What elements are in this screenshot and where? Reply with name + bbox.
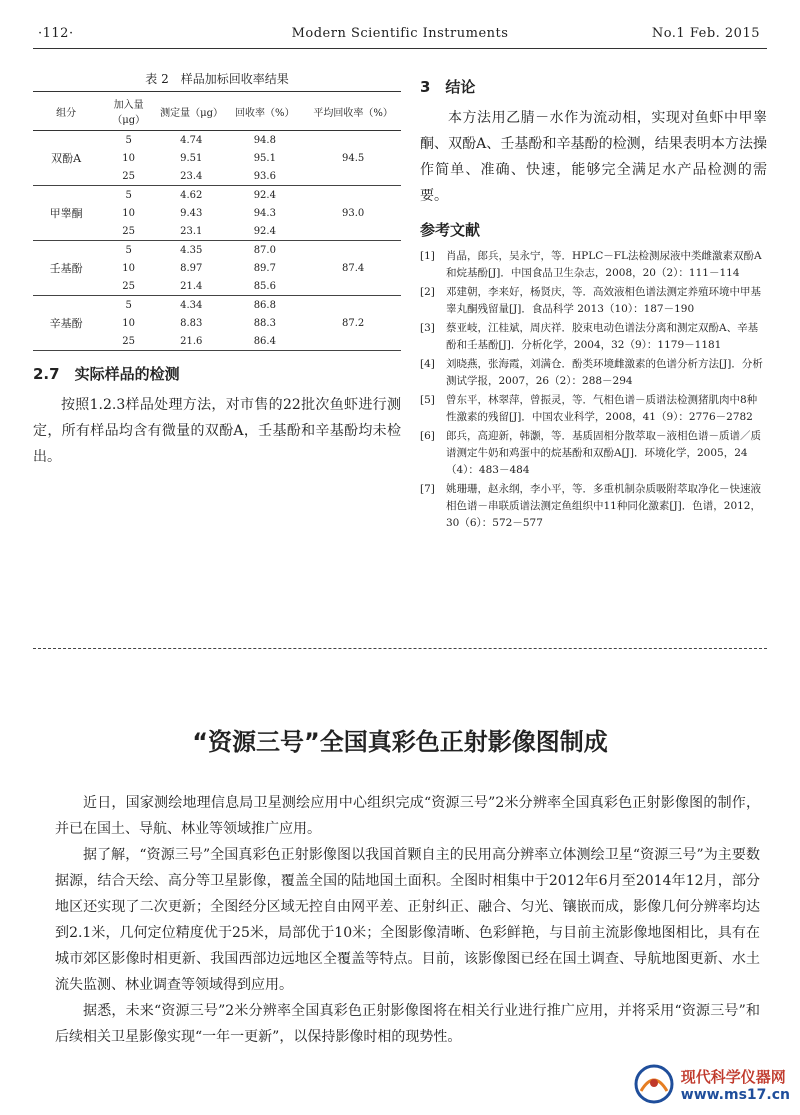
avg-recovery-cell [305,131,401,150]
conclusion-text: 本方法用乙腈－水作为流动相，实现对鱼虾中甲睾酮、双酚A、壬基酚和辛基酚的检测，结果表明本方法操作简单、准确、快速，能够完全满足水产品检测的需要。 [420,110,767,204]
reference-number: [7] [420,483,435,495]
site-watermark [631,1061,790,1107]
issue-info: No.1 Feb. 2015 [651,26,760,41]
recovery-table [33,91,401,351]
avg-recovery-cell [305,277,401,296]
col-header: 回收率（%） [224,92,305,131]
journal-name: Modern Scientific Instruments [291,26,509,41]
table-title: 表 2 样品加标回收率结果 [145,72,289,86]
added-cell: 25 [99,277,158,296]
added-cell: 5 [125,299,132,311]
recovery-cell: 86.4 [224,332,305,351]
reference-text: 刘晓燕，张海霞，刘满仓．酚类环境雌激素的色谱分析方法[J]．分析测试学报，2007，26（2）：288－294 [446,358,763,387]
added-cell: 10 [122,317,136,329]
avg-recovery-cell [305,167,401,186]
reference-item [420,481,767,532]
table-row [33,167,401,186]
left-column [33,70,401,470]
section-divider [33,648,767,649]
table-header-row [33,92,401,131]
component-cell: 甲睾酮 [49,207,83,220]
measured-cell: 4.34 [180,299,203,311]
table-body [33,131,401,351]
avg-recovery-cell: 94.5 [342,152,365,164]
table-row [33,222,401,241]
recovery-cell: 93.6 [224,167,305,186]
table-row [33,296,401,315]
added-cell: 10 [122,152,136,164]
added-cell: 5 [125,244,132,256]
component-cell [33,131,99,150]
reference-text: 邓建朝，李来好，杨贤庆，等．高效液相色谱法测定养殖环境中甲基睾丸酮残留量[J]．食品科学 2013（10）：187－190 [446,286,761,315]
component-cell: 辛基酚 [49,317,83,330]
table-row [33,277,401,296]
avg-recovery-cell [305,241,401,260]
reference-item [420,320,767,354]
reference-number: [4] [420,358,435,370]
avg-recovery-cell [305,332,401,351]
reference-item [420,428,767,479]
avg-recovery-cell [305,186,401,205]
added-cell: 10 [122,262,136,274]
component-cell [33,277,99,296]
col-header: 平均回收率（%） [305,92,401,131]
reference-text: 郎兵，高迎新，韩灏，等．基质固相分散萃取－液相色谱－质谱／质谱测定牛奶和鸡蛋中的烷基酚和双酚A[J]．环境化学，2005，24（4）：483－484 [446,430,761,476]
measured-cell: 21.4 [158,277,224,296]
reference-number: [1] [420,250,435,262]
reference-item [420,248,767,282]
component-cell: 双酚A [51,152,82,165]
measured-cell: 8.83 [180,317,203,329]
measured-cell: 4.74 [180,134,203,146]
recovery-cell: 92.4 [224,222,305,241]
measured-cell: 9.51 [180,152,203,164]
table-row [33,241,401,260]
recovery-cell: 87.0 [253,244,276,256]
measured-cell: 23.4 [158,167,224,186]
news-paragraph: 据了解，“资源三号”全国真彩色正射影像图以我国首颗自主的民用高分辨率立体测绘卫星“资源三号”为主要数据源，结合天绘、高分等卫星影像，覆盖全国的陆地国土面积。全图时相集中于2012年6月至2014年12月，部分地区还实现了二次更新；全图经分区域无控自由网平差、正射纠正、融合、匀光、镶嵌而成，影像几何分辨率均达到2.1米，几何定位精度优于25米，局部优于10米；全图影像清晰、色彩鲜艳，与目前主流影像地图相比，具有在城市郊区影像时相更新、我国西部边远地区全覆盖等特点。目前，该影像图已经在国土调查、导航地图更新、水土流失监测、林业调查等领域得到应用。 [55,847,760,993]
site-logo-icon [631,1061,677,1107]
header-rule [33,48,767,49]
reference-text: 曾东平，林翠萍，曾振灵，等．气相色谱－质谱法检测猪肌肉中8种性激素的残留[J]．中国农业科学，2008，41（9）：2776－2782 [446,394,758,423]
table-row [33,314,401,332]
recovery-cell: 85.6 [224,277,305,296]
reference-number: [6] [420,430,435,442]
component-cell [33,167,99,186]
recovery-cell: 86.8 [253,299,276,311]
added-cell: 25 [99,167,158,186]
section-2-7-text: 按照1.2.3样品处理方法，对市售的22批次鱼虾进行测定，所有样品均含有微量的双酚A，壬基酚和辛基酚均未检出。 [33,397,401,465]
component-cell [33,296,99,315]
avg-recovery-cell: 93.0 [342,207,365,219]
measured-cell: 21.6 [158,332,224,351]
reference-item [420,356,767,390]
recovery-cell: 89.7 [253,262,276,274]
news-title: “资源三号”全国真彩色正射影像图制成 [192,728,608,756]
table-row [33,131,401,150]
avg-recovery-cell: 87.4 [342,262,365,274]
table-row [33,259,401,277]
component-cell: 壬基酚 [49,262,83,275]
right-column [420,70,767,534]
section-3-heading: 3 结论 [420,78,476,96]
reference-text: 蔡亚岐，江桂斌，周庆祥．胶束电动色谱法分离和测定双酚A、辛基酚和壬基酚[J]．分析化学，2004，32（9）：1179－1181 [446,322,759,351]
col-header: 测定量（μg） [158,92,224,131]
measured-cell: 4.35 [180,244,203,256]
component-cell [33,186,99,205]
avg-recovery-cell [305,296,401,315]
table-row [33,149,401,167]
added-cell: 5 [125,189,132,201]
component-cell [33,332,99,351]
reference-number: [2] [420,286,435,298]
references-list [420,248,767,532]
added-cell: 25 [99,332,158,351]
recovery-cell: 95.1 [253,152,276,164]
recovery-cell: 88.3 [253,317,276,329]
recovery-cell: 94.3 [253,207,276,219]
measured-cell: 9.43 [180,207,203,219]
table-row [33,186,401,205]
reference-number: [5] [420,394,435,406]
recovery-cell: 92.4 [253,189,276,201]
table-row [33,204,401,222]
references-heading: 参考文献 [420,221,481,239]
col-header: 组分 [33,92,99,131]
component-cell [33,222,99,241]
measured-cell: 4.62 [180,189,203,201]
measured-cell: 23.1 [158,222,224,241]
measured-cell: 8.97 [180,262,203,274]
added-cell: 25 [99,222,158,241]
table-row [33,332,401,351]
watermark-url: www.ms17.cn [680,1086,790,1103]
reference-item [420,392,767,426]
added-cell: 5 [125,134,132,146]
news-paragraph: 近日，国家测绘地理信息局卫星测绘应用中心组织完成“资源三号”2米分辨率全国真彩色正射影像图的制作，并已在国土、导航、林业等领域推广应用。 [55,795,760,837]
news-body [55,790,760,1050]
reference-number: [3] [420,322,435,334]
news-paragraph: 据悉，未来“资源三号”2米分辨率全国真彩色正射影像图将在相关行业进行推广应用，并将采用“资源三号”和后续相关卫星影像实现“一年一更新”，以保持影像时相的现势性。 [55,1003,760,1045]
recovery-cell: 94.8 [253,134,276,146]
reference-text: 肖晶，郎兵，吴永宁，等．HPLC－FL法检测尿液中类雌激素双酚A和烷基酚[J]．中国食品卫生杂志，2008，20（2）：111－114 [446,250,762,279]
avg-recovery-cell: 87.2 [342,317,365,329]
component-cell [33,241,99,260]
col-header: 加入量（μg） [99,92,158,131]
reference-item [420,284,767,318]
reference-text: 姚珊珊，赵永纲，李小平，等．多重机制杂质吸附萃取净化－快速液相色谱－串联质谱法测定鱼组织中11种同化激素[J]．色谱，2012，30（6）：572－577 [446,483,761,529]
added-cell: 10 [122,207,136,219]
watermark-name: 现代科学仪器网 [680,1067,786,1086]
avg-recovery-cell [305,222,401,241]
page-number: ·112· [38,26,74,41]
section-2-7-heading: 2.7 实际样品的检测 [33,365,180,383]
